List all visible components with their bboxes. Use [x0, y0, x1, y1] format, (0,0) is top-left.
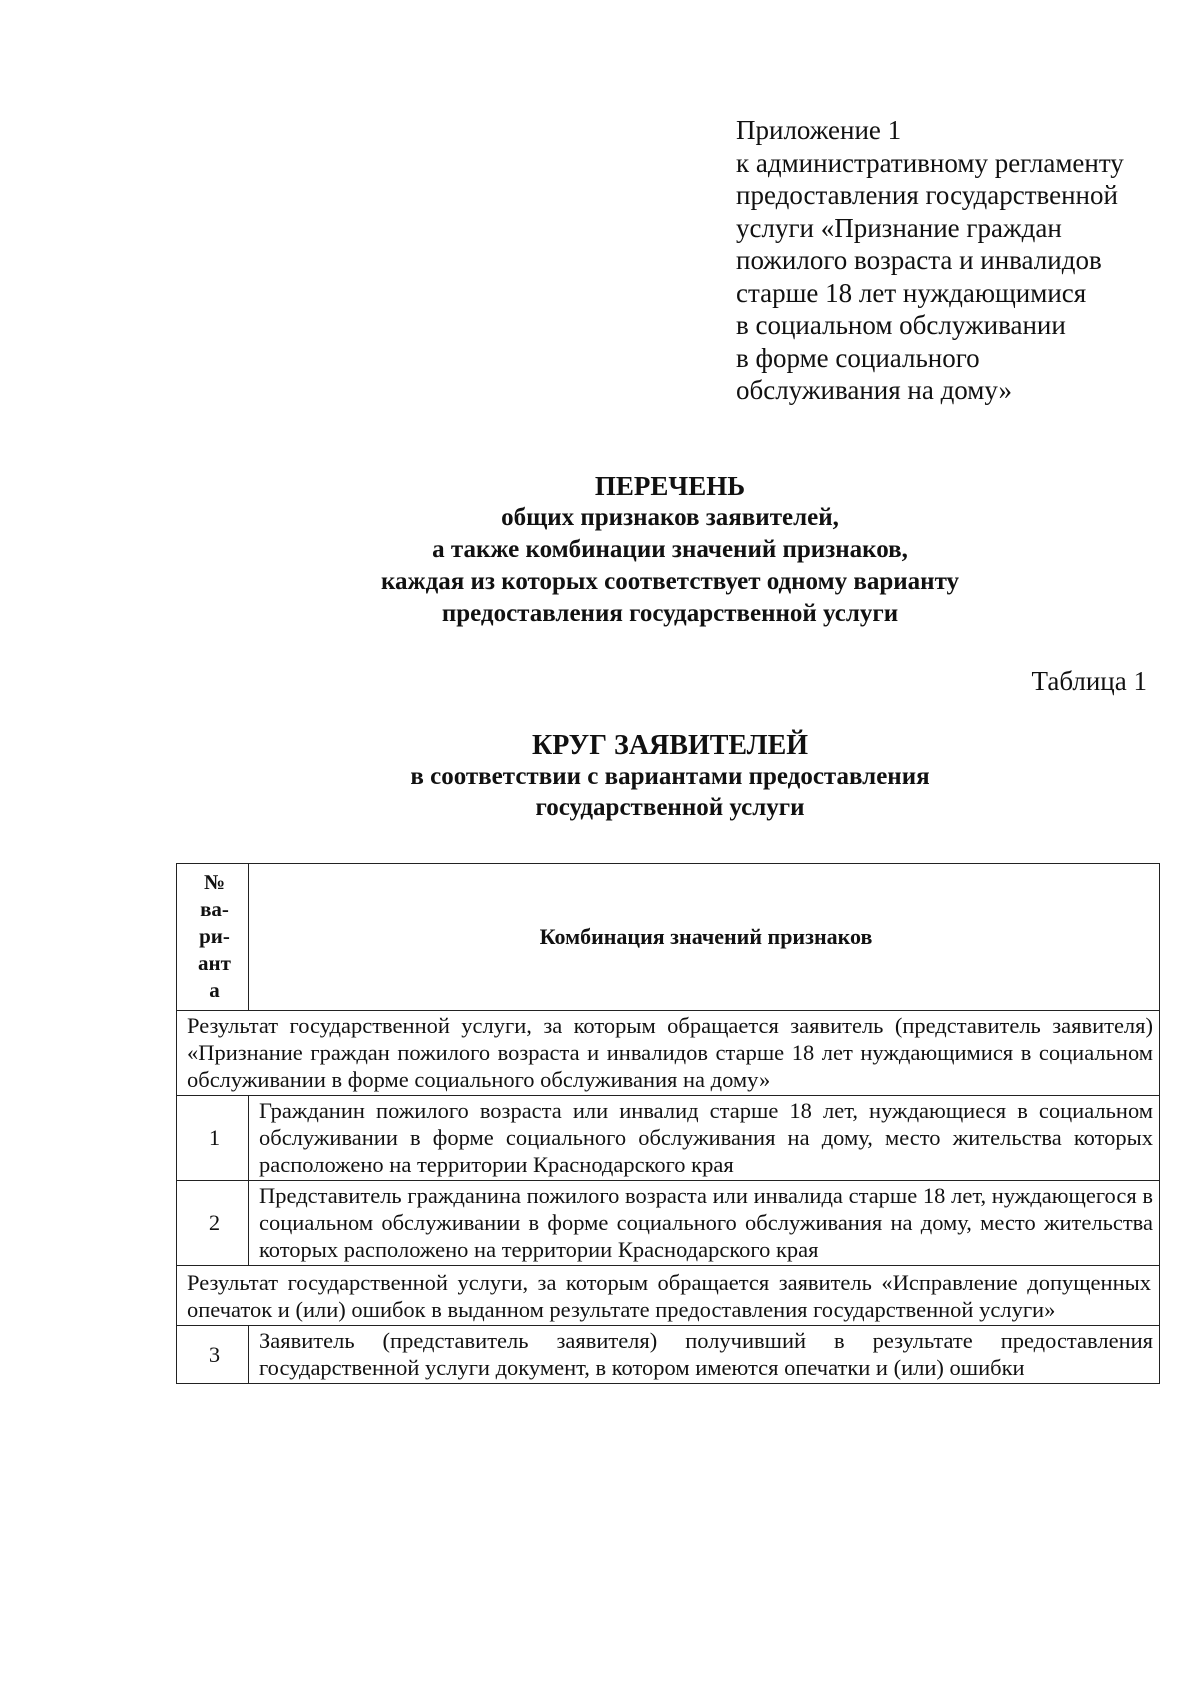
result-cell: Результат государственной услуги, за которым обращается заявитель (представитель заявителя) «Признание граждан пожилого возраста и инвалидов старше 18 лет нуждающимися в социальном обслуживании в форме социального обслуживания на дому»	[177, 1011, 1160, 1096]
variant-text-cell: Гражданин пожилого возраста или инвалид старше 18 лет, нуждающиеся в социальном обслуживании в форме социального обслуживания на дому, место жительства которых расположено на территории Краснодарского края	[249, 1096, 1160, 1181]
appendix-line: услуги «Признание граждан	[736, 212, 1062, 243]
appendix-line: к административному регламенту	[736, 147, 1124, 178]
appendix-line: предоставления государственной	[736, 180, 1118, 210]
result-cell: Результат государственной услуги, за которым обращается заявитель «Исправление допущенных опечаток и (или) ошибок в выданном результате предоставления государственной услуги»	[177, 1266, 1160, 1326]
appendix-block	[736, 114, 1176, 407]
perechen-line: предоставления государственной услуги	[441, 600, 899, 627]
table-row	[177, 1326, 1160, 1384]
variant-text-cell: Представитель гражданина пожилого возраста или инвалида старше 18 лет, нуждающегося в социальном обслуживании в форме социального обслуживания на дому, место жительства которых расположено на территории Краснодарского края	[249, 1181, 1160, 1266]
krug-title: КРУГ ЗАЯВИТЕЛЕЙ	[531, 730, 809, 761]
appendix-line: пожилого возраста и инвалидов	[736, 245, 1102, 275]
appendix-line: Приложение 1	[736, 115, 902, 145]
perechen-heading	[170, 470, 1170, 630]
krug-heading	[170, 730, 1170, 823]
appendix-line: в социальном обслуживании	[736, 310, 1066, 340]
table-caption: Таблица 1	[1031, 666, 1147, 696]
appendix-line: старше 18 лет нуждающимися	[736, 277, 1087, 308]
combination-header: Комбинация значений признаков	[249, 864, 1160, 1011]
variant-number-cell: 2	[177, 1181, 249, 1266]
header-line: ант	[198, 951, 231, 975]
table-row	[177, 1096, 1160, 1181]
variant-number-cell: 1	[177, 1096, 249, 1181]
table-header-row	[177, 864, 1160, 1011]
variant-text-cell: Заявитель (представитель заявителя) получивший в результате предоставления государственной услуги документ, в котором имеются опечатки и (или) ошибки	[249, 1326, 1160, 1384]
result-row	[177, 1011, 1160, 1096]
variant-number-header	[177, 864, 249, 1011]
header-line: ва-	[200, 897, 229, 921]
perechen-line: общих признаков заявителей,	[501, 504, 839, 531]
perechen-line: каждая из которых соответствует одному варианту	[380, 568, 960, 595]
variant-number-cell: 3	[177, 1326, 249, 1384]
applicants-table	[176, 863, 1160, 1384]
perechen-line: а также комбинации значений признаков,	[432, 536, 908, 563]
header-line: а	[209, 978, 220, 1002]
krug-line: в соответствии с вариантами предоставления	[410, 763, 930, 790]
appendix-line: в форме социального	[736, 342, 980, 373]
header-line: №	[203, 870, 226, 894]
perechen-title: ПЕРЕЧЕНЬ	[594, 471, 746, 501]
header-line: ри-	[199, 924, 230, 948]
result-row	[177, 1266, 1160, 1326]
table-row	[177, 1181, 1160, 1266]
krug-line: государственной услуги	[535, 794, 805, 821]
appendix-line: обслуживания на дому»	[736, 375, 1013, 405]
